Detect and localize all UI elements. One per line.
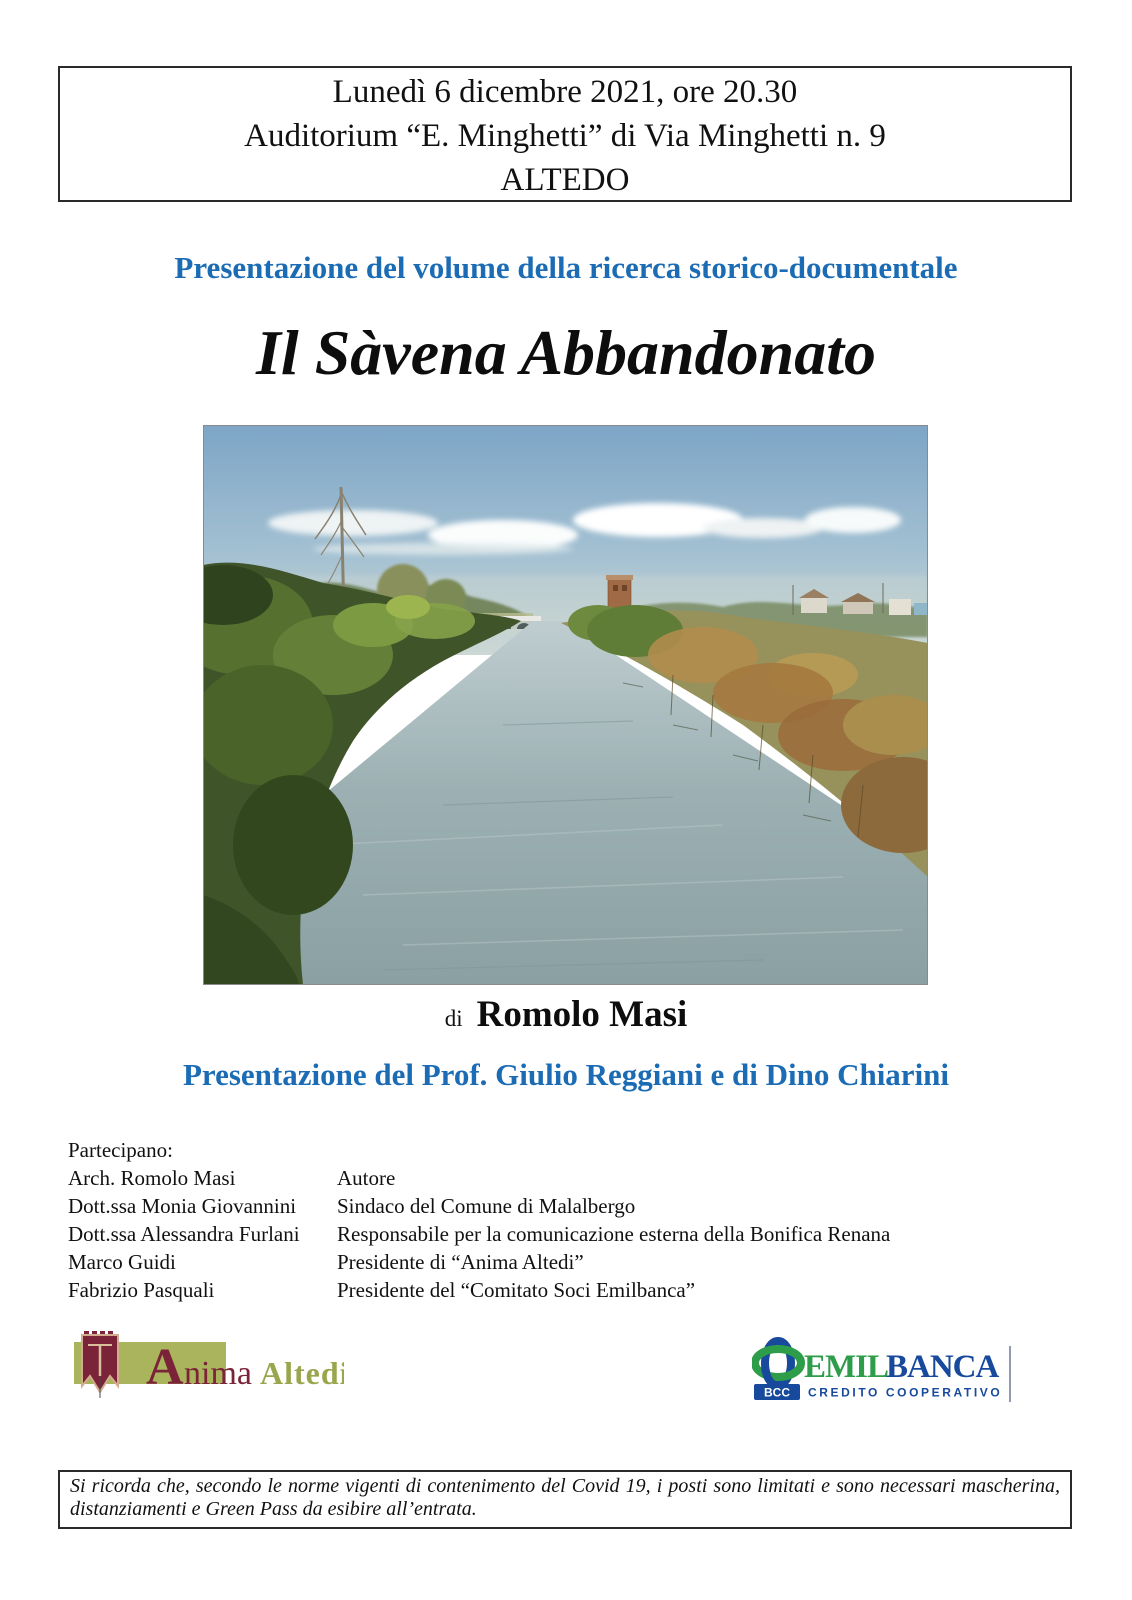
emilbanca-logo xyxy=(752,1336,1014,1409)
emilbanca-tagline: CREDITO COOPERATIVO xyxy=(808,1385,1003,1400)
event-info-box xyxy=(58,66,1072,202)
participant-role: Sindaco del Comune di Malalbergo xyxy=(337,1194,636,1218)
author-prefix: di xyxy=(444,1006,463,1031)
book-title: Il Sàvena Abbandonato xyxy=(256,317,876,388)
participant-role: Presidente del “Comitato Soci Emilbanca” xyxy=(337,1278,696,1302)
participant-row xyxy=(68,1248,1068,1276)
participant-row xyxy=(68,1276,1068,1304)
event-datetime: Lunedì 6 dicembre 2021, ore 20.30 xyxy=(332,74,798,110)
emilbanca-emil: EMIL xyxy=(804,1349,889,1385)
event-venue: Auditorium “E. Minghetti” di Via Minghetti n. 9 xyxy=(244,118,886,154)
emilbanca-symbol-icon xyxy=(755,1341,801,1385)
participant-name: Fabrizio Pasquali xyxy=(68,1278,215,1302)
presenters-heading: Presentazione del Prof. Giulio Reggiani e di Dino Chiarini xyxy=(182,1057,950,1092)
participant-row xyxy=(68,1220,1068,1248)
participant-row xyxy=(68,1164,1068,1192)
participant-role: Autore xyxy=(337,1166,396,1190)
participant-name: Marco Guidi xyxy=(68,1250,176,1274)
banner-icon xyxy=(82,1331,118,1398)
participant-name: Dott.ssa Alessandra Furlani xyxy=(68,1222,300,1246)
emilbanca-logo-graphic xyxy=(752,1336,1014,1404)
intro-heading: Presentazione del volume della ricerca storico-documentale xyxy=(174,250,958,285)
participant-name: Arch. Romolo Masi xyxy=(68,1166,236,1190)
river-photo-illustration xyxy=(203,425,928,985)
participants-list xyxy=(68,1136,1068,1304)
river-photo xyxy=(203,425,928,985)
anima-initial: A xyxy=(146,1339,184,1396)
author-name: Romolo Masi xyxy=(476,994,688,1035)
covid-notice-box xyxy=(58,1470,1072,1529)
anima-rest: nima xyxy=(184,1355,252,1392)
participants-label: Partecipano: xyxy=(68,1138,173,1162)
covid-notice-text: Si ricorda che, secondo le norme vigenti di contenimento del Covid 19, i posti sono limitati e sono necessari mascherina, distanziamenti e Green Pass da esibire all’entrata. xyxy=(70,1475,1060,1520)
participant-role: Presidente di “Anima Altedi” xyxy=(337,1250,584,1274)
anima-altedi-logo-graphic xyxy=(72,1330,344,1405)
anima-word2: Altedi xyxy=(260,1355,344,1391)
participant-name: Dott.ssa Monia Giovannini xyxy=(68,1194,297,1218)
event-city: ALTEDO xyxy=(500,162,630,198)
emilbanca-bcc: BCC xyxy=(764,1385,790,1400)
emilbanca-banca: BANCA xyxy=(886,1349,999,1385)
participant-row xyxy=(68,1192,1068,1220)
author-line xyxy=(0,993,1132,1036)
participant-role: Responsabile per la comunicazione esterna della Bonifica Renana xyxy=(337,1222,891,1246)
anima-altedi-logo xyxy=(72,1330,344,1410)
